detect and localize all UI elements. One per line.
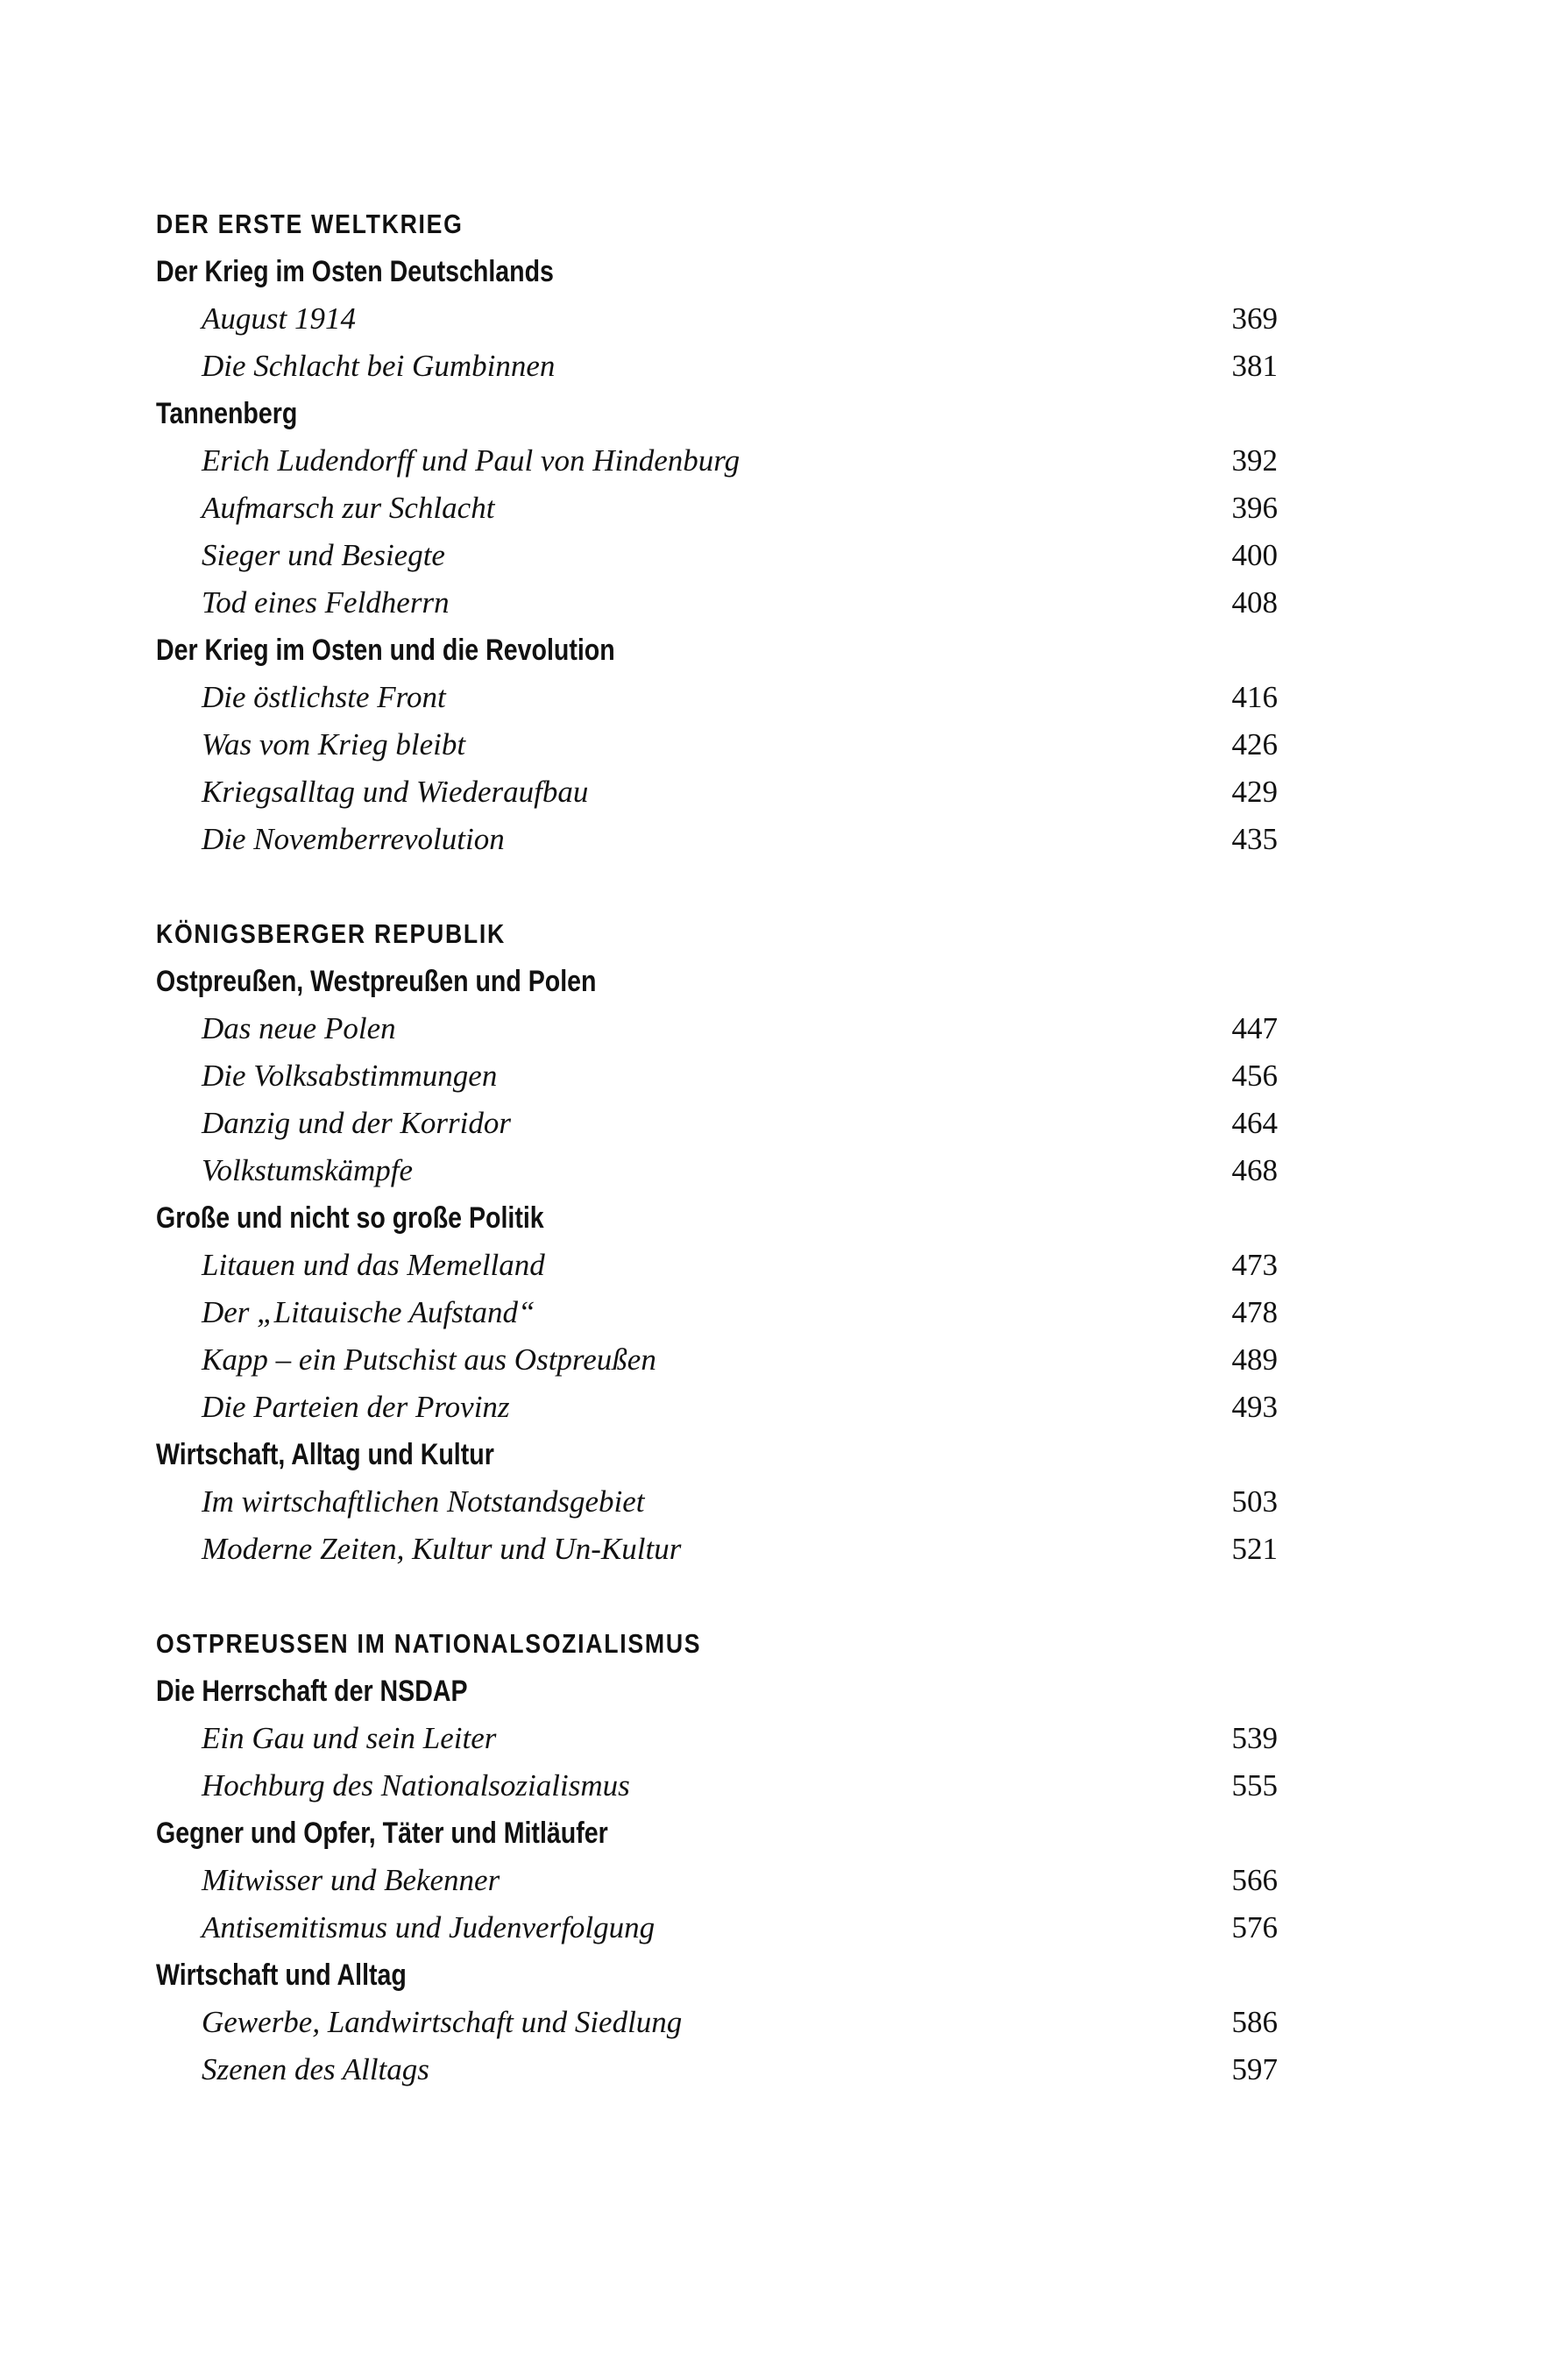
chapter-heading-row bbox=[156, 390, 1278, 437]
toc-entry bbox=[156, 437, 1278, 485]
chapter-title: Wirtschaft und Alltag bbox=[156, 1959, 407, 1992]
entry-title: Die östlichste Front bbox=[202, 680, 446, 714]
entry-page-number: 468 bbox=[1231, 1153, 1278, 1187]
chapter-title: Der Krieg im Osten und die Revolution bbox=[156, 634, 615, 667]
entry-title: Gewerbe, Landwirtschaft und Siedlung bbox=[202, 2005, 683, 2039]
chapter-heading-row bbox=[156, 627, 1278, 674]
entry-page-number: 555 bbox=[1231, 1768, 1278, 1803]
entry-page-number: 473 bbox=[1231, 1248, 1278, 1282]
entry-title: Die Parteien der Provinz bbox=[202, 1390, 510, 1424]
entry-page-number: 493 bbox=[1231, 1390, 1278, 1424]
chapter-title: Ostpreußen, Westpreußen und Polen bbox=[156, 965, 597, 998]
entry-page-number: 435 bbox=[1231, 822, 1278, 856]
entry-title: Die Schlacht bei Gumbinnen bbox=[202, 349, 556, 383]
entry-title: Danzig und der Korridor bbox=[202, 1106, 511, 1140]
entry-page-number: 392 bbox=[1231, 443, 1278, 478]
entry-page-number: 429 bbox=[1231, 775, 1278, 809]
chapter-heading-row bbox=[156, 1668, 1278, 1715]
entry-title: Tod eines Feldherrn bbox=[202, 585, 450, 620]
entry-title: Litauen und das Memelland bbox=[202, 1248, 545, 1282]
entry-title: Aufmarsch zur Schlacht bbox=[202, 491, 495, 525]
entry-page-number: 586 bbox=[1231, 2005, 1278, 2039]
toc-entry bbox=[156, 343, 1278, 390]
section-spacer bbox=[156, 863, 1278, 910]
entry-page-number: 597 bbox=[1231, 2052, 1278, 2086]
toc-entry bbox=[156, 2046, 1278, 2093]
chapter-heading-row bbox=[156, 1194, 1278, 1242]
toc-entry bbox=[156, 1715, 1278, 1762]
toc-entry bbox=[156, 1904, 1278, 1951]
entry-title: Hochburg des Nationalsozialismus bbox=[202, 1768, 630, 1803]
entry-page-number: 489 bbox=[1231, 1342, 1278, 1377]
toc-entry bbox=[156, 721, 1278, 769]
entry-title: Der „Litauische Aufstand“ bbox=[202, 1295, 535, 1329]
toc-entry bbox=[156, 1052, 1278, 1100]
entry-page-number: 576 bbox=[1231, 1910, 1278, 1944]
toc-entry bbox=[156, 1289, 1278, 1336]
entry-title: Kapp – ein Putschist aus Ostpreußen bbox=[202, 1342, 656, 1377]
toc-entry bbox=[156, 769, 1278, 816]
entry-title: Volkstumskämpfe bbox=[202, 1153, 414, 1187]
entry-page-number: 478 bbox=[1231, 1295, 1278, 1329]
part-heading-row bbox=[156, 1620, 1278, 1668]
entry-title: Moderne Zeiten, Kultur und Un-Kultur bbox=[202, 1532, 682, 1566]
toc-entry bbox=[156, 579, 1278, 627]
entry-title: Sieger und Besiegte bbox=[202, 538, 445, 572]
entry-page-number: 416 bbox=[1231, 680, 1278, 714]
entry-title: Antisemitismus und Judenverfolgung bbox=[202, 1910, 656, 1944]
toc-entry bbox=[156, 1384, 1278, 1431]
entry-page-number: 369 bbox=[1231, 301, 1278, 336]
chapter-title: Große und nicht so große Politik bbox=[156, 1201, 544, 1235]
chapter-title: Tannenberg bbox=[156, 397, 298, 430]
chapter-title: Gegner und Opfer, Täter und Mitläufer bbox=[156, 1817, 608, 1850]
entry-page-number: 566 bbox=[1231, 1863, 1278, 1897]
entry-page-number: 503 bbox=[1231, 1484, 1278, 1519]
chapter-heading-row bbox=[156, 1431, 1278, 1478]
entry-title: Ein Gau und sein Leiter bbox=[202, 1721, 497, 1755]
chapter-heading-row bbox=[156, 1951, 1278, 1999]
chapter-title: Der Krieg im Osten Deutschlands bbox=[156, 255, 554, 288]
chapter-heading-row bbox=[156, 1810, 1278, 1857]
part-title: DER ERSTE WELTKRIEG bbox=[156, 209, 464, 239]
entry-page-number: 539 bbox=[1231, 1721, 1278, 1755]
entry-title: Die Novemberrevolution bbox=[202, 822, 505, 856]
chapter-heading-row bbox=[156, 958, 1278, 1005]
part-title: KÖNIGSBERGER REPUBLIK bbox=[156, 918, 507, 949]
entry-page-number: 464 bbox=[1231, 1106, 1278, 1140]
toc-entry bbox=[156, 1005, 1278, 1052]
entry-page-number: 381 bbox=[1231, 349, 1278, 383]
entry-title: Was vom Krieg bleibt bbox=[202, 727, 466, 761]
entry-title: Das neue Polen bbox=[202, 1011, 396, 1045]
toc-entry bbox=[156, 295, 1278, 343]
toc-entry bbox=[156, 1147, 1278, 1194]
entry-title: Die Volksabstimmungen bbox=[202, 1059, 498, 1093]
toc-entry bbox=[156, 1999, 1278, 2046]
toc-entry bbox=[156, 1762, 1278, 1810]
entry-title: Kriegsalltag und Wiederaufbau bbox=[202, 775, 589, 809]
chapter-heading-row bbox=[156, 248, 1278, 295]
entry-title: Erich Ludendorff und Paul von Hindenburg bbox=[202, 443, 741, 478]
toc-entry bbox=[156, 1478, 1278, 1526]
table-of-contents bbox=[156, 201, 1278, 2093]
entry-page-number: 400 bbox=[1231, 538, 1278, 572]
part-heading-row bbox=[156, 201, 1278, 248]
entry-page-number: 456 bbox=[1231, 1059, 1278, 1093]
entry-title: Im wirtschaftlichen Notstandsgebiet bbox=[202, 1484, 645, 1519]
toc-entry bbox=[156, 1242, 1278, 1289]
entry-page-number: 521 bbox=[1231, 1532, 1278, 1566]
toc-entry bbox=[156, 674, 1278, 721]
toc-entry bbox=[156, 1526, 1278, 1573]
toc-entry bbox=[156, 532, 1278, 579]
toc-entry bbox=[156, 1857, 1278, 1904]
entry-title: Mitwisser und Bekenner bbox=[202, 1863, 500, 1897]
toc-entry bbox=[156, 485, 1278, 532]
entry-page-number: 408 bbox=[1231, 585, 1278, 620]
entry-page-number: 447 bbox=[1231, 1011, 1278, 1045]
section-spacer bbox=[156, 1573, 1278, 1620]
entry-page-number: 426 bbox=[1231, 727, 1278, 761]
entry-title: Szenen des Alltags bbox=[202, 2052, 429, 2086]
toc-entry bbox=[156, 1336, 1278, 1384]
toc-entry bbox=[156, 816, 1278, 863]
entry-page-number: 396 bbox=[1231, 491, 1278, 525]
chapter-title: Wirtschaft, Alltag und Kultur bbox=[156, 1438, 494, 1471]
entry-title: August 1914 bbox=[202, 301, 356, 336]
part-heading-row bbox=[156, 910, 1278, 958]
toc-entry bbox=[156, 1100, 1278, 1147]
chapter-title: Die Herrschaft der NSDAP bbox=[156, 1675, 468, 1708]
part-title: OSTPREUSSEN IM NATIONALSOZIALISMUS bbox=[156, 1628, 702, 1659]
